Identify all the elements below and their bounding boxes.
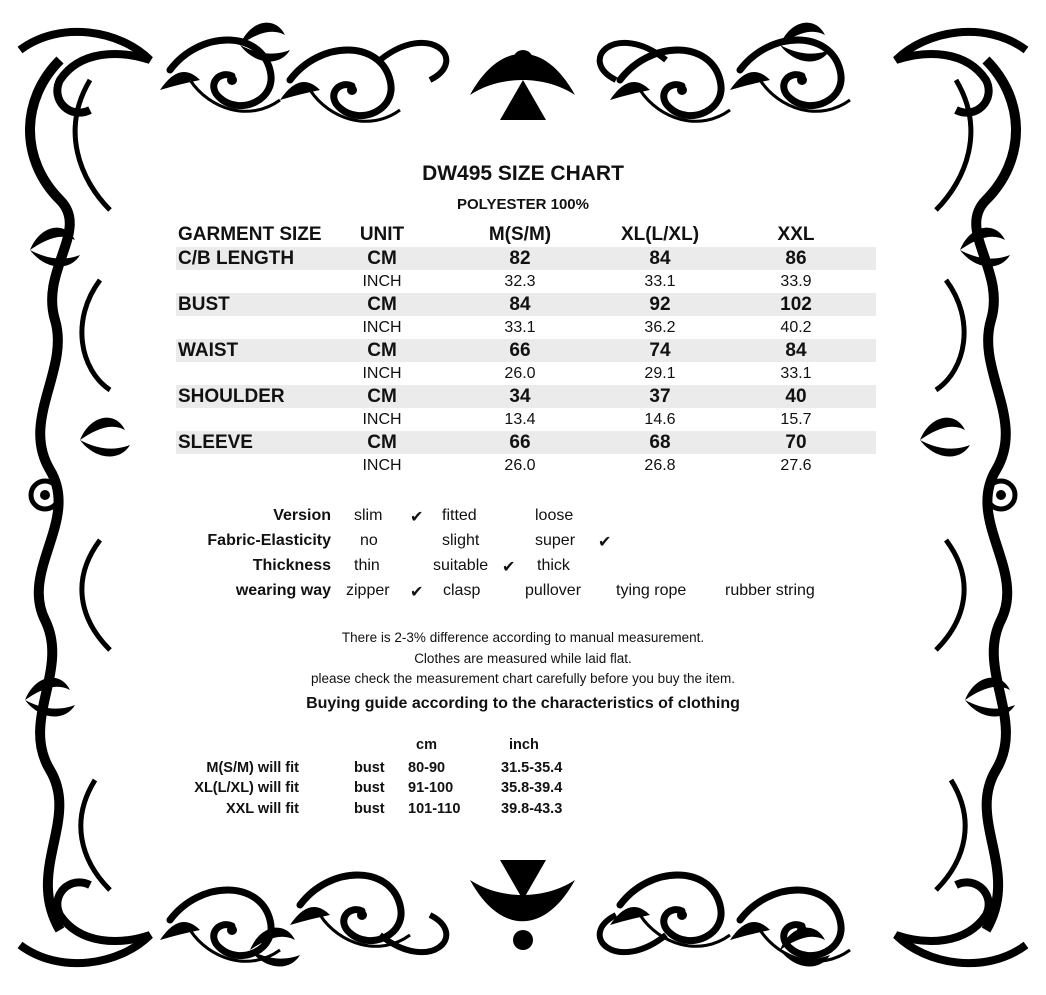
thickness-option: thin <box>354 557 380 574</box>
table-cell: 66 <box>509 432 531 453</box>
table-cell: 37 <box>649 386 671 407</box>
table-cell: 84 <box>649 248 671 269</box>
elasticity-label: Fabric-Elasticity <box>207 532 331 549</box>
unit-label: CM <box>367 248 397 269</box>
table-row <box>176 385 876 408</box>
table-row <box>176 247 876 270</box>
check-mark-icon: ✔ <box>410 584 424 601</box>
version-option: loose <box>535 507 574 524</box>
buying-guide-title: Buying guide according to the characteristics of clothing <box>306 695 740 712</box>
check-mark-icon: ✔ <box>502 559 516 576</box>
table-row <box>176 339 876 362</box>
elasticity-option: super <box>535 532 576 549</box>
unit-label: CM <box>367 340 397 361</box>
wearing-option: clasp <box>443 582 481 599</box>
fabric-composition: POLYESTER 100% <box>456 196 589 213</box>
table-row <box>176 293 876 316</box>
header-garment-size: GARMENT SIZE <box>178 224 322 245</box>
guide-row-part: bust <box>354 760 385 776</box>
check-mark-icon: ✔ <box>410 509 424 526</box>
wearing-option: rubber string <box>725 582 815 599</box>
header-size-xxl: XXL <box>777 224 815 245</box>
unit-label: INCH <box>362 319 402 336</box>
measure-name: BUST <box>178 294 230 315</box>
frame-right <box>920 60 1016 930</box>
table-cell: 82 <box>509 248 531 269</box>
measure-name: WAIST <box>178 340 239 361</box>
guide-row-cm: 91-100 <box>408 780 454 796</box>
table-cell: 84 <box>509 294 531 315</box>
unit-label: INCH <box>362 365 402 382</box>
guide-row-label: M(S/M) will fit <box>206 760 299 776</box>
page-title: DW495 SIZE CHART <box>422 162 624 185</box>
version-option: slim <box>354 507 383 524</box>
table-cell: 40 <box>785 386 807 407</box>
note-line: There is 2-3% difference according to manual measurement. <box>341 630 705 645</box>
table-cell: 14.6 <box>644 411 676 428</box>
table-header-row <box>176 222 876 247</box>
table-cell: 102 <box>780 294 812 315</box>
table-cell: 92 <box>649 294 671 315</box>
note-line: please check the measurement chart carefully before you buy the item. <box>311 671 735 686</box>
table-cell: 40.2 <box>780 319 812 336</box>
guide-row-inch: 31.5-35.4 <box>501 760 563 776</box>
table-cell: 34 <box>509 386 531 407</box>
unit-label: INCH <box>362 273 402 290</box>
table-cell: 15.7 <box>780 411 812 428</box>
table-cell: 26.8 <box>644 457 676 474</box>
version-option: fitted <box>442 507 477 524</box>
size-table <box>176 222 876 477</box>
table-cell: 29.1 <box>644 365 676 382</box>
thickness-label: Thickness <box>252 557 331 574</box>
table-cell: 26.0 <box>504 365 536 382</box>
thickness-option: suitable <box>433 557 489 574</box>
table-cell: 86 <box>785 248 807 269</box>
version-label: Version <box>273 507 331 524</box>
guide-header-cm: cm <box>416 737 437 753</box>
frame-left <box>25 60 130 930</box>
table-cell: 32.3 <box>504 273 536 290</box>
note-line: Clothes are measured while laid flat. <box>414 651 632 666</box>
wearing-option: tying rope <box>616 582 687 599</box>
guide-header-inch: inch <box>509 737 539 753</box>
table-cell: 36.2 <box>644 319 676 336</box>
table-cell: 33.1 <box>644 273 676 290</box>
table-row <box>176 270 876 293</box>
check-mark-icon: ✔ <box>598 534 612 551</box>
table-row <box>176 431 876 454</box>
table-row <box>176 454 876 477</box>
table-cell: 33.1 <box>504 319 536 336</box>
guide-row-inch: 39.8-43.3 <box>501 801 563 817</box>
table-cell: 84 <box>785 340 807 361</box>
unit-label: CM <box>367 294 397 315</box>
elasticity-option: slight <box>442 532 480 549</box>
table-row <box>176 408 876 431</box>
table-cell: 26.0 <box>504 457 536 474</box>
unit-label: INCH <box>362 457 402 474</box>
guide-row-label: XL(L/XL) will fit <box>194 780 299 796</box>
unit-label: INCH <box>362 411 402 428</box>
frame-top <box>160 23 850 122</box>
guide-row-inch: 35.8-39.4 <box>501 780 563 796</box>
guide-row-part: bust <box>354 801 385 817</box>
table-cell: 66 <box>509 340 531 361</box>
header-unit: UNIT <box>359 224 405 245</box>
header-size-xl: XL(L/XL) <box>620 224 700 245</box>
table-row <box>176 362 876 385</box>
table-cell: 27.6 <box>780 457 812 474</box>
unit-label: CM <box>367 386 397 407</box>
elasticity-option: no <box>360 532 378 549</box>
table-cell: 33.1 <box>780 365 812 382</box>
table-cell: 13.4 <box>504 411 536 428</box>
table-cell: 74 <box>649 340 671 361</box>
thickness-option: thick <box>537 557 570 574</box>
table-row <box>176 316 876 339</box>
guide-row-label: XXL will fit <box>225 801 299 817</box>
measure-name: SHOULDER <box>178 386 285 407</box>
table-cell: 70 <box>785 432 807 453</box>
header-size-m: M(S/M) <box>488 224 552 245</box>
guide-row-cm: 101-110 <box>408 801 461 817</box>
table-cell: 68 <box>649 432 671 453</box>
wearing-option: zipper <box>346 582 390 599</box>
wearing-way-label: wearing way <box>235 582 331 599</box>
guide-row-part: bust <box>354 780 385 796</box>
unit-label: CM <box>367 432 397 453</box>
measure-name: SLEEVE <box>178 432 253 453</box>
wearing-option: pullover <box>525 582 582 599</box>
frame-bottom <box>160 860 850 966</box>
table-cell: 33.9 <box>780 273 812 290</box>
measure-name: C/B LENGTH <box>178 248 295 269</box>
guide-row-cm: 80-90 <box>408 760 446 776</box>
